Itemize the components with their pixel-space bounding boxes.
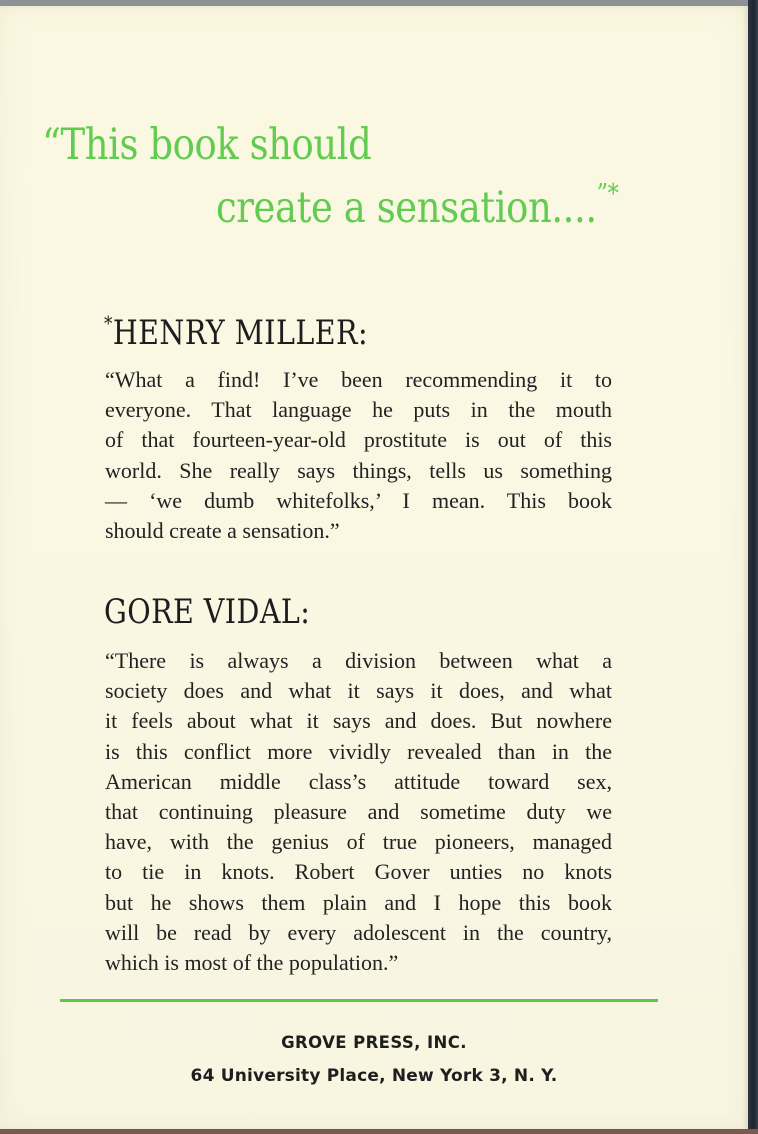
green-divider	[60, 999, 658, 1002]
review-quote-henry-miller	[105, 365, 612, 546]
review-quote-gore-vidal	[105, 646, 612, 978]
quote-line: world. She really says things, tells us something	[105, 457, 612, 483]
headline-asterisk: ”*	[596, 179, 619, 209]
footnote-asterisk: *	[104, 311, 113, 335]
reviewer-name-gore-vidal: GORE VIDAL:	[104, 592, 311, 632]
quote-line: is this conflict more vividly revealed than in the	[105, 738, 612, 764]
quote-line: American middle class’s attitude toward sex,	[105, 768, 612, 794]
jacket-spine-edge	[748, 0, 758, 1134]
quote-line: but he shows them plain and I hope this book	[105, 889, 612, 915]
quote-line: — ‘we dumb whitefolks,’ I mean. This book	[105, 487, 612, 513]
headline-line-2: create a sensation....”*	[216, 179, 619, 233]
publisher-address: 64 University Place, New York 3, N. Y.	[190, 1066, 558, 1086]
quote-line: society does and what it says it does, and what	[105, 678, 612, 704]
reviewer-name-henry-miller: *HENRY MILLER:	[104, 311, 369, 353]
quote-line: of that fourteen-year-old prostitute is out of this	[105, 427, 612, 453]
quote-line: should create a sensation.”	[105, 518, 340, 544]
headline-line-1: “This book should	[42, 120, 372, 170]
quote-line: “There is always a division between what a	[105, 648, 612, 673]
quote-line: everyone. That language he puts in the mouth	[105, 397, 612, 423]
quote-line: will be read by every adolescent in the country,	[105, 919, 612, 945]
quote-line: it feels about what it says and does. But nowhere	[105, 708, 612, 734]
quote-line: have, with the genius of true pioneers, managed	[105, 829, 612, 855]
quote-line: “What a find! I’ve been recommending it to	[105, 367, 612, 392]
back-cover	[0, 6, 748, 1130]
publisher-name: GROVE PRESS, INC.	[281, 1033, 467, 1052]
quote-line: to tie in knots. Robert Gover unties no knots	[105, 859, 612, 885]
quote-line: that continuing pleasure and sometime duty we	[105, 799, 612, 825]
jacket-bottom-edge	[0, 1129, 758, 1134]
quote-line: which is most of the population.”	[105, 950, 399, 976]
